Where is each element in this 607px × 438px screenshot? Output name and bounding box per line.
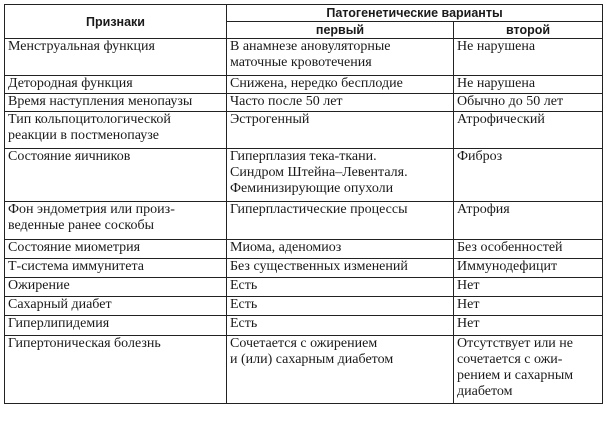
cell-first: Без существенных изменений (227, 259, 454, 278)
cell-sign: Сахарный диабет (5, 297, 227, 316)
cell-sign: Т-система иммунитета (5, 259, 227, 278)
cell-second: Не нарушена (454, 39, 603, 76)
cell-sign: Менструальная функция (5, 39, 227, 76)
header-variants-group: Патогенетические варианты (227, 5, 603, 22)
cell-sign: Гипертоническая болезнь (5, 336, 227, 404)
header-row-1 (5, 5, 603, 22)
cell-second: Без особенностей (454, 240, 603, 259)
cell-first: Есть (227, 297, 454, 316)
cell-first: Эстрогенный (227, 112, 454, 149)
cell-second: Фиброз (454, 149, 603, 202)
cell-first: Есть (227, 278, 454, 297)
cell-sign: Состояние яичников (5, 149, 227, 202)
cell-second: Не нарушена (454, 76, 603, 94)
cell-sign: Тип кольпоцитологической реакции в постменопаузе (5, 112, 227, 149)
header-first: первый (227, 22, 454, 39)
table-row (5, 297, 603, 316)
cell-first: Часто после 50 лет (227, 94, 454, 112)
cell-first: Сочетается с ожирением и (или) сахарным диабетом (227, 336, 454, 404)
cell-sign: Состояние миометрия (5, 240, 227, 259)
table-row (5, 259, 603, 278)
cell-second: Отсутствует или не сочетается с ожи- рением и сахарным диабетом (454, 336, 603, 404)
table-row (5, 278, 603, 297)
cell-sign: Детородная функция (5, 76, 227, 94)
cell-second: Атрофический (454, 112, 603, 149)
cell-second: Атрофия (454, 202, 603, 240)
cell-second: Иммунодефицит (454, 259, 603, 278)
cell-sign: Фон эндометрия или произ- веденные ранее соскобы (5, 202, 227, 240)
table-row (5, 316, 603, 336)
table-row (5, 149, 603, 202)
cell-first: Миома, аденомиоз (227, 240, 454, 259)
cell-second: Нет (454, 316, 603, 336)
table-row (5, 39, 603, 76)
table-row (5, 240, 603, 259)
cell-sign: Время наступления менопаузы (5, 94, 227, 112)
table-row (5, 336, 603, 404)
cell-first: Гиперпластические процессы (227, 202, 454, 240)
cell-first: Есть (227, 316, 454, 336)
header-second: второй (454, 22, 603, 39)
cell-first: Снижена, нередко бесплодие (227, 76, 454, 94)
cell-second: Нет (454, 278, 603, 297)
pathogenetic-variants-table (4, 4, 603, 404)
cell-first: В анамнезе ановуляторные маточные кровотечения (227, 39, 454, 76)
table-row (5, 76, 603, 94)
cell-first: Гиперплазия тека-ткани. Синдром Штейна–Левенталя. Феминизирующие опухоли (227, 149, 454, 202)
header-signs: Признаки (5, 5, 227, 39)
cell-sign: Гиперлипидемия (5, 316, 227, 336)
cell-second: Обычно до 50 лет (454, 94, 603, 112)
cell-second: Нет (454, 297, 603, 316)
table-row (5, 112, 603, 149)
cell-sign: Ожирение (5, 278, 227, 297)
table-row (5, 94, 603, 112)
table-row (5, 202, 603, 240)
